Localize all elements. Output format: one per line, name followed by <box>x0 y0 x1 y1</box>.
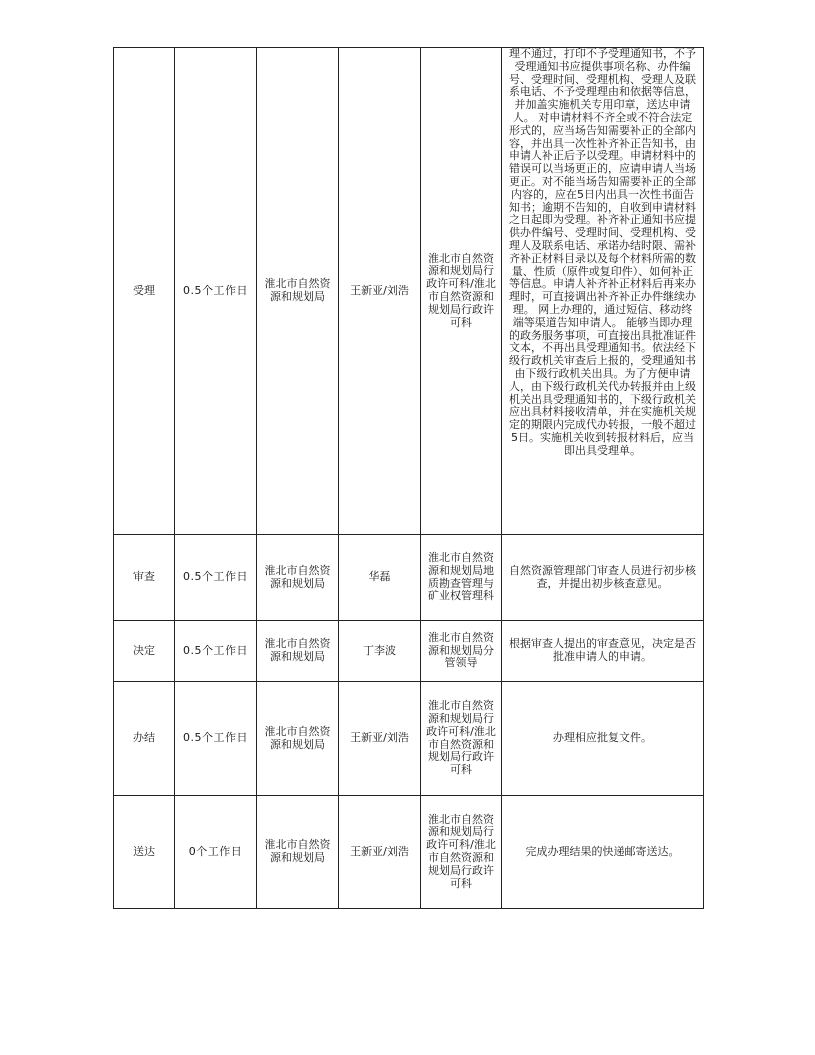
table-row <box>114 796 704 909</box>
authority-cell: 淮北市自然资源和规划局 <box>257 796 339 909</box>
stage-cell: 送达 <box>114 796 175 909</box>
time-limit-cell: 0.5个工作日 <box>175 48 257 535</box>
time-limit-cell: 0.5个工作日 <box>175 621 257 682</box>
table-row <box>114 535 704 621</box>
person-cell: 王新亚/刘浩 <box>339 796 421 909</box>
description-cell: 办理相应批复文件。 <box>502 682 704 796</box>
time-limit-cell: 0.5个工作日 <box>175 682 257 796</box>
description-cell: 理不通过，打印不予受理通知书，不予受理通知书应提供事项名称、办件编号、受理时间、受理机构、受理人及联系电话、不予受理理由和依据等信息，并加盖实施机关专用印章，送达申请人。 对申请材料不齐全或不符合法定形式的，应当场告知需要补正的全部内容，并出具一次性补齐补正告知书，由申请人补正后予以受理。申请材料中的错误可以当场更正的，应请申请人当场更正。对不能当场告知需要补正的全部内容的，应在5日内出具一次性书面告知书；逾期不告知的，自收到申请材料之日起即为受理。补齐补正通知书应提供办件编号、受理时间、受理机构、受理人及联系电话、承诺办结时限、需补齐补正材料目录以及每个材料所需的数量、性质（原件或复印件）、如何补正等信息。申请人补齐补正材料后再来办理时，可直接调出补齐补正办件继续办理。 网上办理的，通过短信、移动终端等渠道告知申请人。 能够当即办理的政务服务事项，可直接出具批准证件文本，不再出具受理通知书。依法经下级行政机关审查后上报的，受理通知书由下级行政机关出具。为了方便申请人，由下级行政机关代办转报并由上级机关出具受理通知书的，下级行政机关应出具材料接收清单，并在实施机关规定的期限内完成代办转报，一般不超过5日。实施机关收到转报材料后，应当即出具受理单。 <box>502 48 704 535</box>
stage-cell: 受理 <box>114 48 175 535</box>
department-cell: 淮北市自然资源和规划局行政许可科/淮北市自然资源和规划局行政许可科 <box>421 48 502 535</box>
stage-cell: 决定 <box>114 621 175 682</box>
authority-cell: 淮北市自然资源和规划局 <box>257 621 339 682</box>
person-cell: 王新亚/刘浩 <box>339 48 421 535</box>
description-cell: 根据审查人提出的审查意见，决定是否批准申请人的申请。 <box>502 621 704 682</box>
table-row <box>114 682 704 796</box>
table-row <box>114 48 704 535</box>
time-limit-cell: 0.5个工作日 <box>175 535 257 621</box>
procedure-table <box>113 47 704 909</box>
stage-cell: 审查 <box>114 535 175 621</box>
description-cell: 完成办理结果的快递邮寄送达。 <box>502 796 704 909</box>
person-cell: 丁李波 <box>339 621 421 682</box>
stage-cell: 办结 <box>114 682 175 796</box>
authority-cell: 淮北市自然资源和规划局 <box>257 48 339 535</box>
department-cell: 淮北市自然资源和规划局行政许可科/淮北市自然资源和规划局行政许可科 <box>421 682 502 796</box>
authority-cell: 淮北市自然资源和规划局 <box>257 682 339 796</box>
authority-cell: 淮北市自然资源和规划局 <box>257 535 339 621</box>
time-limit-cell: 0个工作日 <box>175 796 257 909</box>
person-cell: 华磊 <box>339 535 421 621</box>
person-cell: 王新亚/刘浩 <box>339 682 421 796</box>
description-cell: 自然资源管理部门审查人员进行初步核查，并提出初步核查意见。 <box>502 535 704 621</box>
table-row <box>114 621 704 682</box>
department-cell: 淮北市自然资源和规划局行政许可科/淮北市自然资源和规划局行政许可科 <box>421 796 502 909</box>
department-cell: 淮北市自然资源和规划局地质勘查管理与矿业权管理科 <box>421 535 502 621</box>
department-cell: 淮北市自然资源和规划局分管领导 <box>421 621 502 682</box>
